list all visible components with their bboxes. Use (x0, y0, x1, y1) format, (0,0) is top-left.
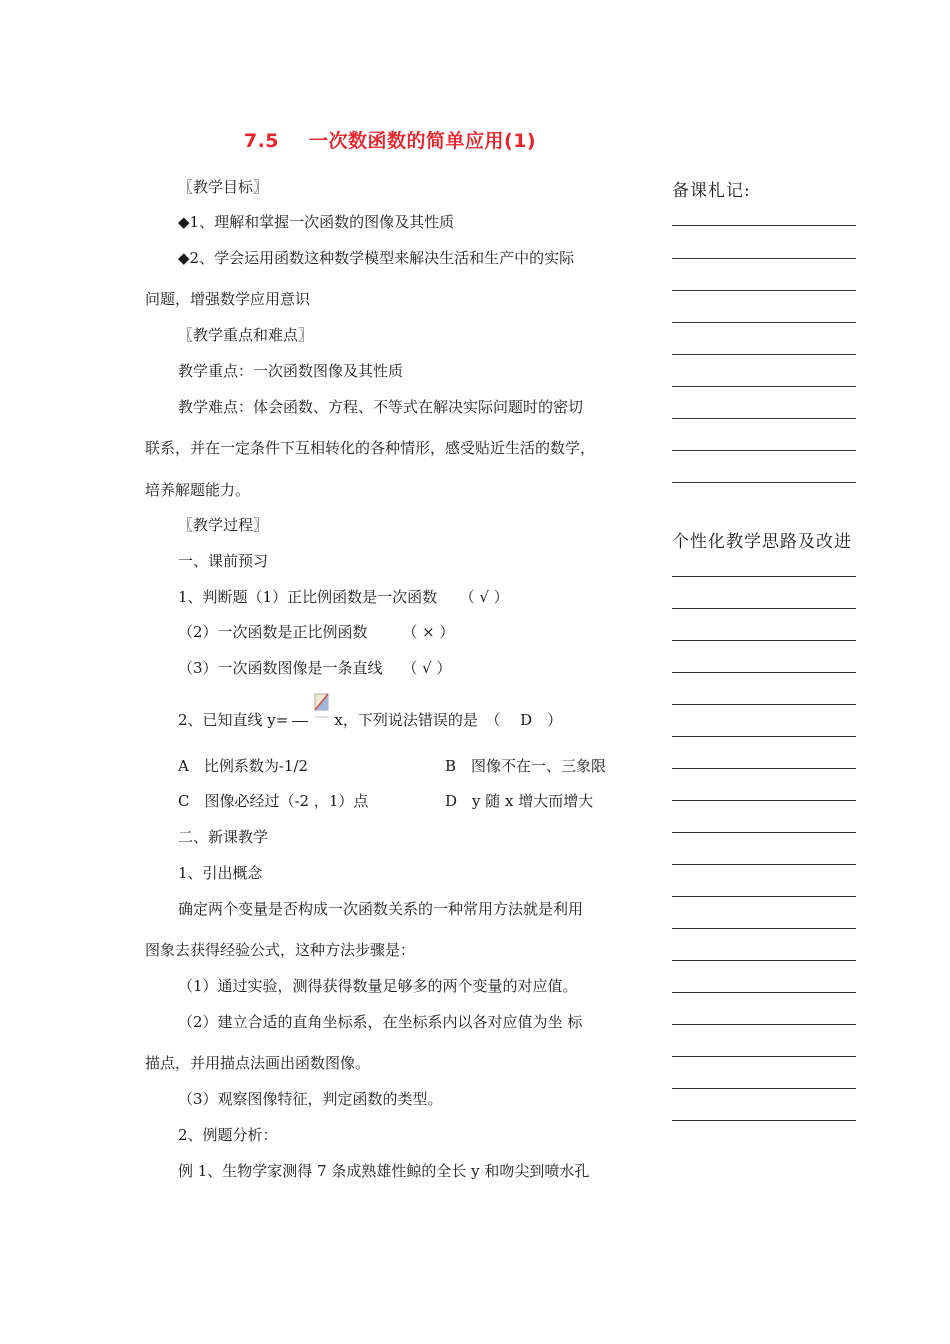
preview-heading: 一、课前预习 (178, 552, 269, 570)
note-line (672, 482, 856, 483)
question-1-2: （2）一次函数是正比例函数 （ × ） (178, 623, 455, 641)
step-3: （3）观察图像特征，判定函数的类型。 (178, 1090, 443, 1108)
note-line (672, 576, 856, 577)
note-line (672, 864, 856, 865)
note-line (672, 386, 856, 387)
note-line (672, 672, 856, 673)
step-1: （1）通过实验，测得获得数量足够多的两个变量的对应值。 (178, 977, 578, 995)
note-line (672, 608, 856, 609)
note-line (672, 832, 856, 833)
note-line (672, 225, 856, 226)
note-line (672, 928, 856, 929)
option-c: C 图像必经过（-2 ，1）点 (178, 792, 369, 810)
question-1-1: 1、判断题（1）正比例函数是一次函数 （ √ ） (178, 588, 509, 606)
note-line (672, 768, 856, 769)
question-2-suffix: x，下列说法错误的是 （ D ） (334, 711, 563, 729)
note-line (672, 354, 856, 355)
title-text: 一次数函数的简单应用(1) (309, 130, 537, 152)
example-1: 例 1、生物学家测得 7 条成熟雄性鲸的全长 y 和吻尖到喷水孔 (178, 1162, 590, 1180)
goal-item-2: ◆2、学会运用函数这种数学模型来解决生活和生产中的实际 (178, 249, 575, 267)
teaching-ideas-heading: 个性化教学思路及改进 (672, 532, 852, 552)
note-line (672, 960, 856, 961)
option-b: B 图像不在一、三象限 (445, 757, 607, 775)
note-line (672, 896, 856, 897)
note-line (672, 1024, 856, 1025)
concept-heading: 1、引出概念 (178, 864, 263, 882)
key-point: 教学重点：一次函数图像及其性质 (178, 362, 404, 380)
key-points-heading: 〖教学重点和难点〗 (178, 326, 314, 344)
note-line (672, 450, 856, 451)
note-line (672, 258, 856, 259)
fraction-image-icon (311, 703, 333, 727)
goal-heading: 〖教学目标〗 (178, 178, 269, 196)
question-2 (178, 703, 562, 730)
goal-item-1: ◆1、理解和掌握一次函数的图像及其性质 (178, 213, 455, 231)
concept-line-2: 图象去获得经验公式，这种方法步骤是： (145, 941, 416, 959)
fraction-bar (292, 721, 308, 722)
note-line (672, 640, 856, 641)
page-title (0, 126, 780, 153)
difficulty-line-2: 联系，并在一定条件下互相转化的各种情形，感受贴近生活的数学， (145, 439, 596, 457)
note-line (672, 290, 856, 291)
note-line (672, 322, 856, 323)
question-2-prefix: 2、已知直线 y= (178, 711, 289, 729)
option-d: D y 随 x 增大而增大 (445, 792, 594, 810)
section-number: 7.5 (243, 130, 280, 152)
note-line (672, 736, 856, 737)
new-lesson-heading: 二、新课教学 (178, 828, 269, 846)
difficulty-line-1: 教学难点：体会函数、方程、不等式在解决实际问题时的密切 (178, 398, 584, 416)
step-2: （2）建立合适的直角坐标系，在坐标系内以各对应值为坐 标 (178, 1013, 583, 1031)
concept-line-1: 确定两个变量是否构成一次函数关系的一种常用方法就是利用 (178, 900, 584, 918)
process-heading: 〖教学过程〗 (178, 516, 269, 534)
option-a: A 比例系数为-1/2 (178, 757, 309, 775)
step-2-cont: 描点，并用描点法画出函数图像。 (145, 1054, 371, 1072)
difficulty-line-3: 培养解题能力。 (145, 481, 251, 499)
note-line (672, 800, 856, 801)
question-1-3: （3）一次函数图像是一条直线 （ √ ） (178, 659, 452, 677)
note-line (672, 1056, 856, 1057)
note-line (672, 1088, 856, 1089)
note-line (672, 704, 856, 705)
goal-item-2-cont: 问题，增强数学应用意识 (145, 290, 311, 308)
note-line (672, 418, 856, 419)
note-line (672, 1120, 856, 1121)
note-line (672, 992, 856, 993)
lesson-notes-heading: 备课札记: (672, 181, 751, 201)
example-heading: 2、例题分析： (178, 1126, 278, 1144)
